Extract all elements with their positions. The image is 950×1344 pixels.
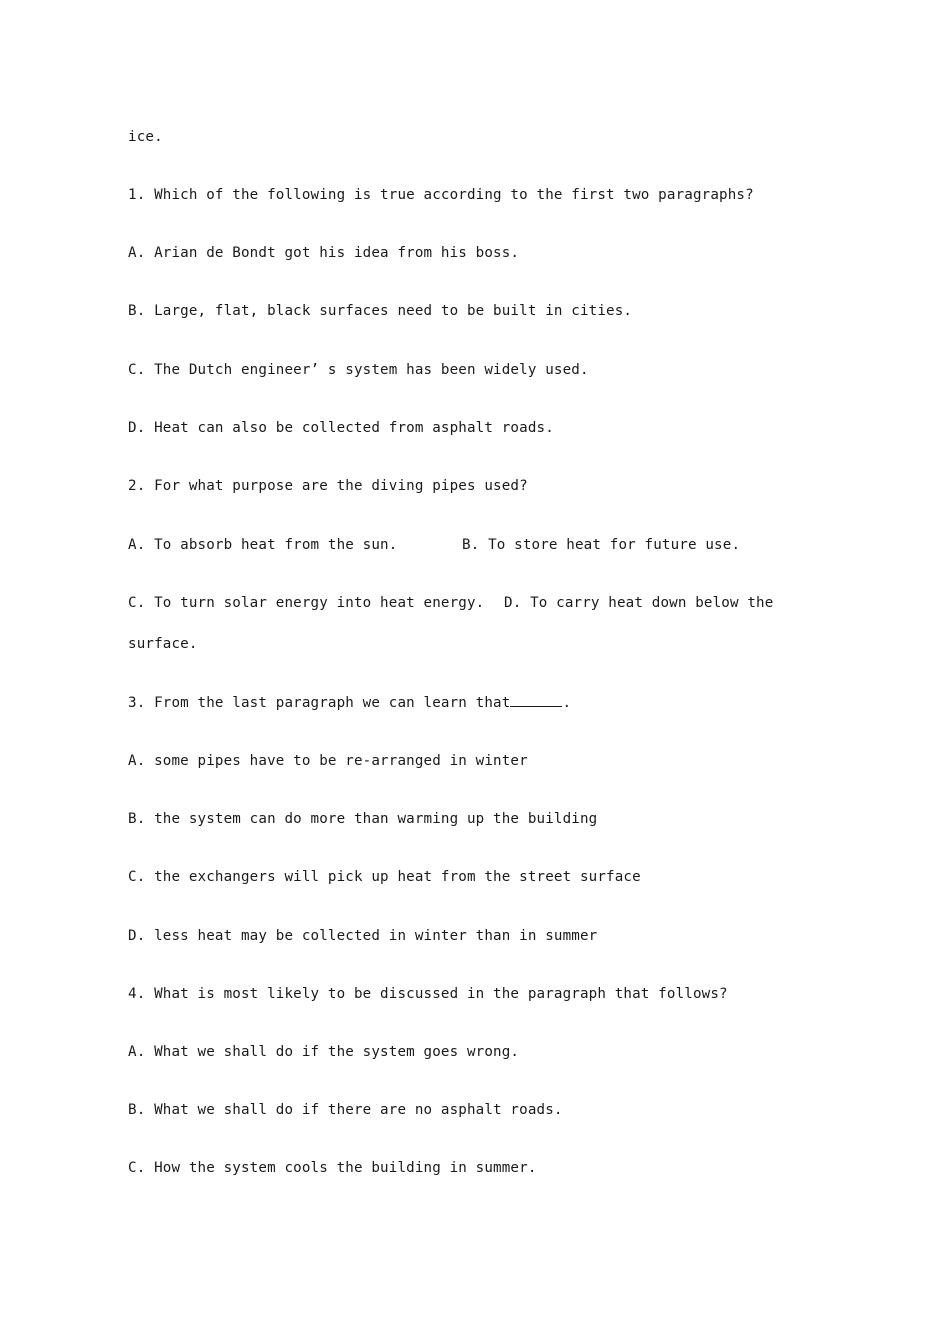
question-2-option-c: C. To turn solar energy into heat energy. [128,595,485,611]
question-2-option-b: B. To store heat for future use. [462,537,741,553]
question-1-option-a: A. Arian de Bondt got his idea from his boss. [128,245,520,261]
question-2-option-d-continued: surface. [128,636,198,652]
question-3-stem [128,692,571,713]
question-1-option-b: B. Large, flat, black surfaces need to be built in cities. [128,303,633,319]
question-4-option-a: A. What we shall do if the system goes wrong. [128,1044,520,1060]
question-4-stem: 4. What is most likely to be discussed in the paragraph that follows? [128,986,728,1002]
question-3-option-d: D. less heat may be collected in winter than in summer [128,928,598,944]
question-4-option-c: C. How the system cools the building in summer. [128,1160,537,1176]
question-1-stem: 1. Which of the following is true according to the first two paragraphs? [128,187,754,203]
question-2-option-d: D. To carry heat down below the [504,595,774,611]
question-3-option-b: B. the system can do more than warming up the building [128,811,598,827]
question-3-stem-end: . [562,695,572,711]
question-1-option-d: D. Heat can also be collected from asphalt roads. [128,420,554,436]
answer-blank [510,692,562,707]
question-3-stem-text: 3. From the last paragraph we can learn that [128,695,511,711]
question-3-option-a: A. some pipes have to be re-arranged in winter [128,753,528,769]
question-4-option-b: B. What we shall do if there are no asphalt roads. [128,1102,563,1118]
question-2-stem: 2. For what purpose are the diving pipes used? [128,478,528,494]
question-3-option-c: C. the exchangers will pick up heat from the street surface [128,869,641,885]
intro-fragment: ice. [128,129,163,145]
question-1-option-c: C. The Dutch engineer’ s system has been widely used. [128,362,589,378]
question-2-option-a: A. To absorb heat from the sun. [128,537,398,553]
